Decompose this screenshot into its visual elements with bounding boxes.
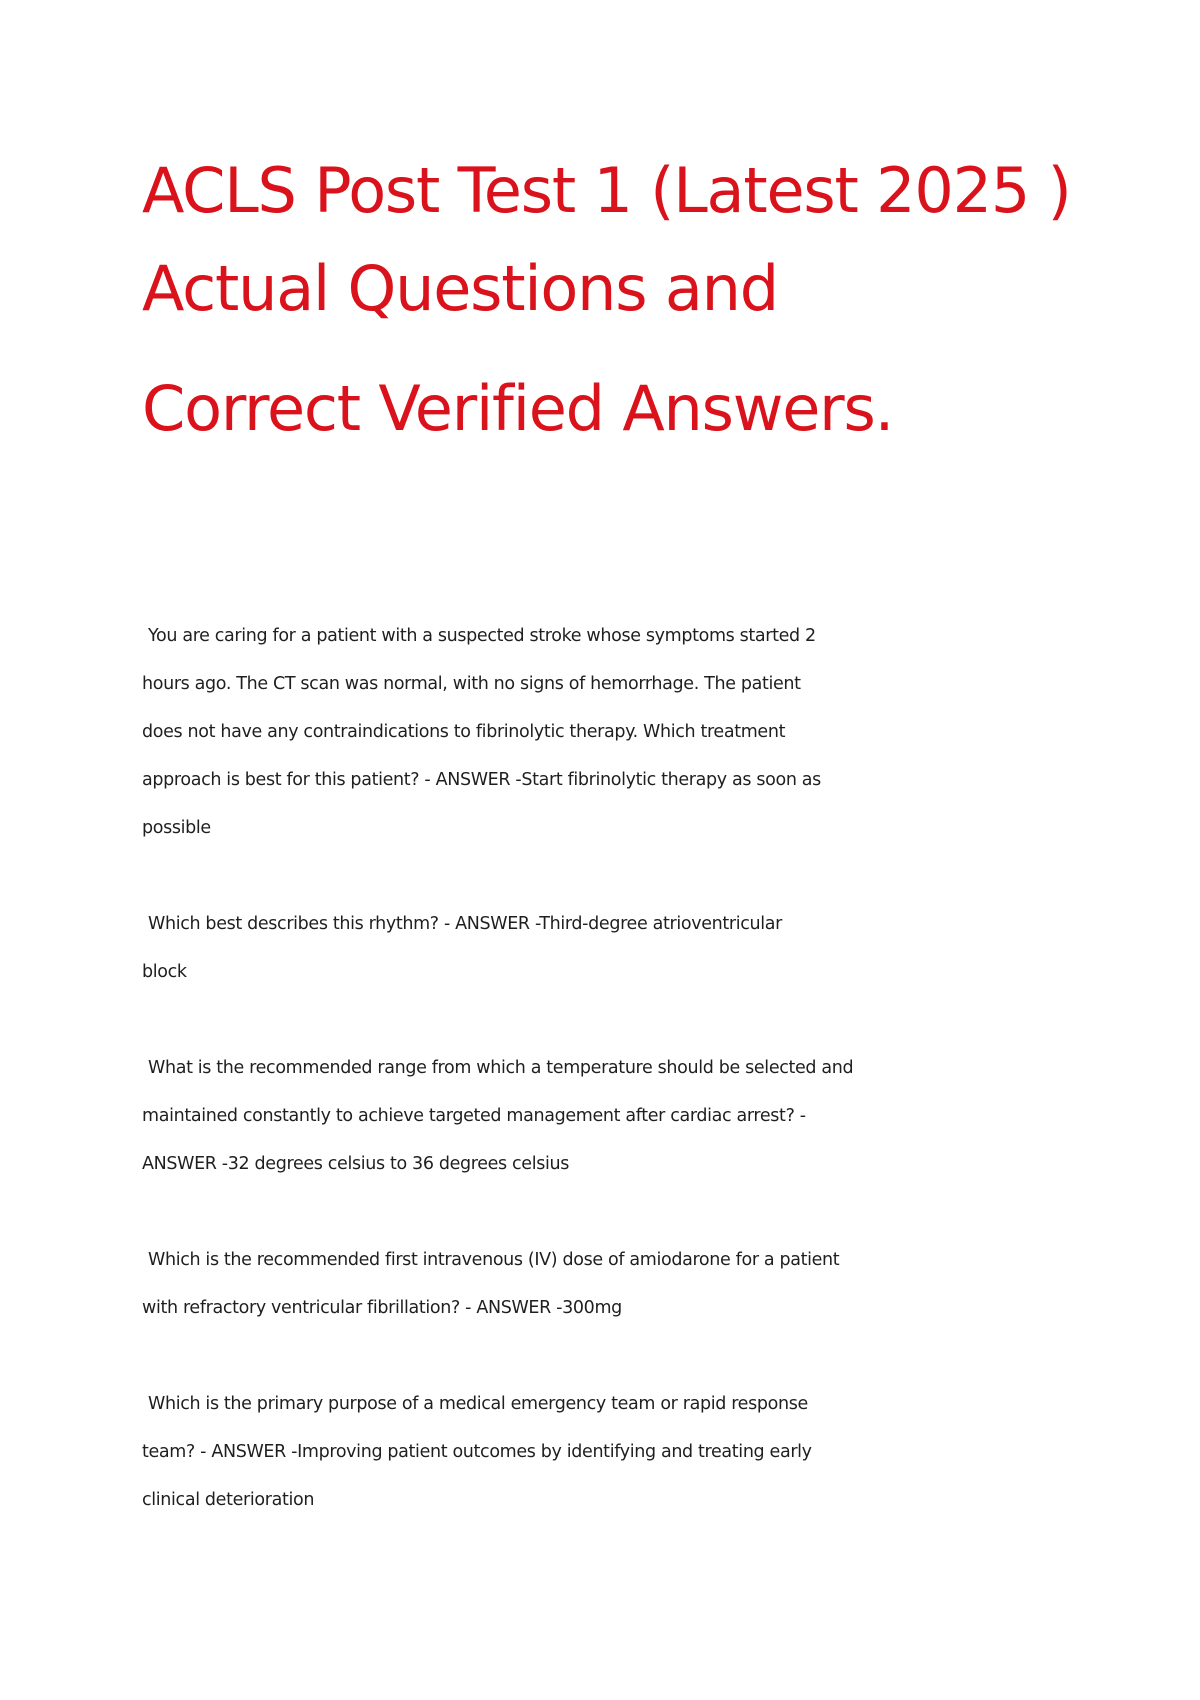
qa-text-line: does not have any contraindications to fibrinolytic therapy. Which treatment: [142, 722, 786, 742]
qa-text-line: approach is best for this patient? - ANSWER -Start fibrinolytic therapy as soon as: [142, 770, 821, 790]
question-answer-item: [142, 900, 902, 996]
qa-text-line: You are caring for a patient with a suspected stroke whose symptoms started 2: [148, 626, 816, 646]
qa-text-line: with refractory ventricular fibrillation? - ANSWER -300mg: [142, 1298, 622, 1318]
title-line: ACLS Post Test 1 (Latest 2025 ): [142, 154, 1071, 227]
qa-text-line: ANSWER -32 degrees celsius to 36 degrees celsius: [142, 1154, 570, 1174]
qa-text-line: clinical deterioration: [142, 1490, 315, 1510]
title-line: Correct Verified Answers.: [142, 372, 894, 445]
question-answer-item: [142, 1236, 902, 1332]
question-answer-list: [142, 612, 902, 1524]
question-answer-item: [142, 612, 902, 852]
document-title: [142, 154, 1102, 458]
qa-text-line: Which is the recommended first intravenous (IV) dose of amiodarone for a patient: [148, 1250, 840, 1270]
qa-text-line: Which is the primary purpose of a medical emergency team or rapid response: [148, 1394, 808, 1414]
qa-text-line: hours ago. The CT scan was normal, with no signs of hemorrhage. The patient: [142, 674, 801, 694]
qa-text-line: block: [142, 962, 187, 982]
question-answer-item: [142, 1380, 902, 1524]
title-line: Actual Questions and: [142, 252, 778, 325]
question-answer-item: [142, 1044, 902, 1188]
qa-text-line: What is the recommended range from which a temperature should be selected and: [148, 1058, 854, 1078]
qa-text-line: maintained constantly to achieve targeted management after cardiac arrest? -: [142, 1106, 806, 1126]
qa-text-line: Which best describes this rhythm? - ANSWER -Third-degree atrioventricular: [148, 914, 782, 934]
qa-text-line: possible: [142, 818, 211, 838]
qa-text-line: team? - ANSWER -Improving patient outcomes by identifying and treating early: [142, 1442, 812, 1462]
